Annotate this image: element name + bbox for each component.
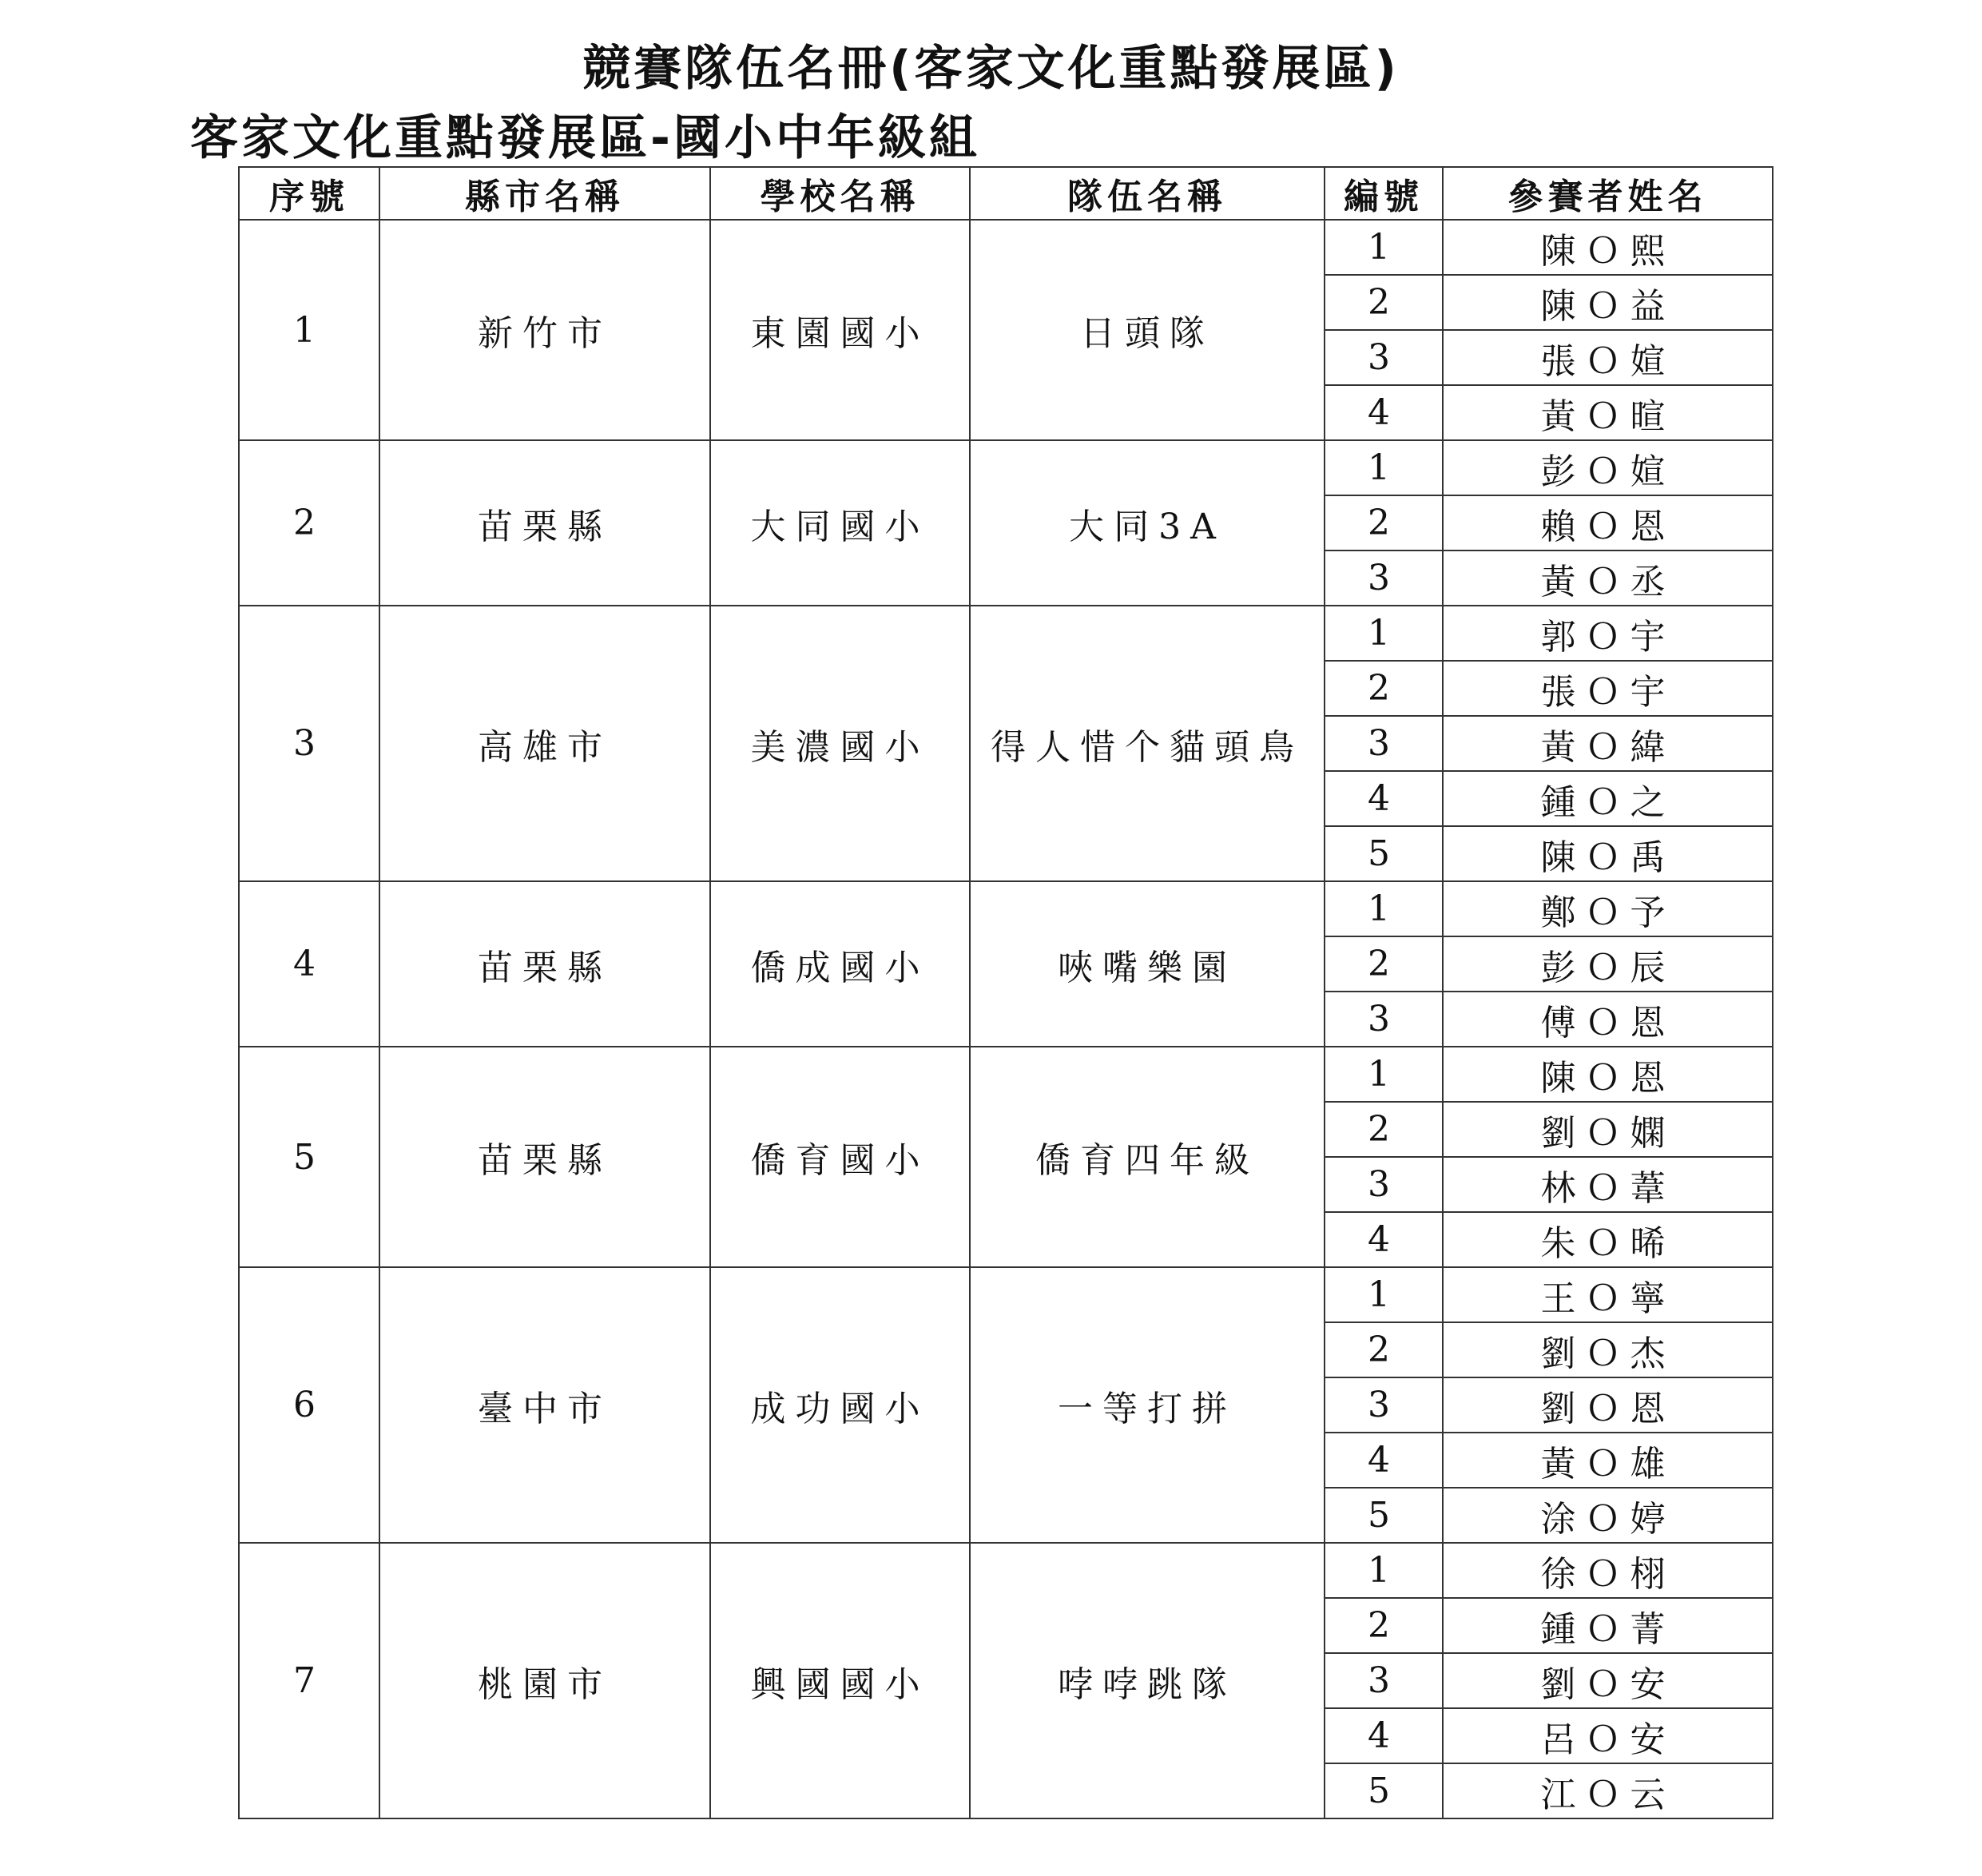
member-number-cell: 1	[1325, 1047, 1443, 1102]
member-number-cell: 1	[1325, 220, 1443, 275]
team-seq-cell: 5	[239, 1047, 379, 1267]
team-name-cell: 日頭隊	[970, 220, 1325, 440]
member-number-cell: 4	[1325, 1708, 1443, 1763]
member-name-cell: 賴Ｏ恩	[1443, 495, 1773, 550]
table-row	[239, 1267, 1773, 1322]
member-name-cell: 徐Ｏ栩	[1443, 1543, 1773, 1598]
member-name-cell: 劉Ｏ杰	[1443, 1322, 1773, 1377]
school-cell: 大同國小	[710, 440, 970, 606]
member-name-cell: 彭Ｏ媗	[1443, 440, 1773, 495]
member-name-cell: 張Ｏ媗	[1443, 330, 1773, 385]
member-name-cell: 陳Ｏ益	[1443, 275, 1773, 330]
school-cell: 興國國小	[710, 1543, 970, 1818]
header-member-name: 參賽者姓名	[1443, 167, 1773, 220]
member-number-cell: 3	[1325, 1653, 1443, 1708]
member-name-cell: 江Ｏ云	[1443, 1763, 1773, 1818]
team-name-cell: 僑育四年級	[970, 1047, 1325, 1267]
header-school: 學校名稱	[710, 167, 970, 220]
member-name-cell: 劉Ｏ嫻	[1443, 1102, 1773, 1157]
county-cell: 苗栗縣	[379, 440, 710, 606]
header-county: 縣市名稱	[379, 167, 710, 220]
member-number-cell: 2	[1325, 661, 1443, 716]
member-number-cell: 1	[1325, 881, 1443, 936]
team-seq-cell: 6	[239, 1267, 379, 1543]
member-number-cell: 5	[1325, 1488, 1443, 1543]
school-cell: 東園國小	[710, 220, 970, 440]
team-seq-cell: 7	[239, 1543, 379, 1818]
member-name-cell: 黃Ｏ雄	[1443, 1433, 1773, 1488]
team-name-cell: 大同3A	[970, 440, 1325, 606]
table-row	[239, 1543, 1773, 1598]
team-seq-cell: 1	[239, 220, 379, 440]
table-row	[239, 440, 1773, 495]
county-cell: 苗栗縣	[379, 1047, 710, 1267]
member-number-cell: 1	[1325, 1543, 1443, 1598]
member-name-cell: 涂Ｏ婷	[1443, 1488, 1773, 1543]
member-number-cell: 3	[1325, 716, 1443, 771]
team-roster-table	[238, 166, 1773, 1819]
member-name-cell: 陳Ｏ恩	[1443, 1047, 1773, 1102]
member-name-cell: 彭Ｏ辰	[1443, 936, 1773, 992]
member-name-cell: 陳Ｏ熙	[1443, 220, 1773, 275]
member-name-cell: 林Ｏ葦	[1443, 1157, 1773, 1212]
document-title: 競賽隊伍名冊(客家文化重點發展區)	[582, 41, 1400, 97]
member-name-cell: 朱Ｏ晞	[1443, 1212, 1773, 1267]
member-name-cell: 劉Ｏ恩	[1443, 1377, 1773, 1433]
member-name-cell: 鍾Ｏ之	[1443, 771, 1773, 826]
county-cell: 桃園市	[379, 1543, 710, 1818]
header-team: 隊伍名稱	[970, 167, 1325, 220]
member-number-cell: 2	[1325, 1322, 1443, 1377]
member-name-cell: 黃Ｏ暄	[1443, 385, 1773, 440]
member-number-cell: 3	[1325, 330, 1443, 385]
member-name-cell: 張Ｏ宇	[1443, 661, 1773, 716]
county-cell: 新竹市	[379, 220, 710, 440]
team-name-cell: 一等打拼	[970, 1267, 1325, 1543]
member-name-cell: 鄭Ｏ予	[1443, 881, 1773, 936]
member-number-cell: 5	[1325, 1763, 1443, 1818]
member-number-cell: 3	[1325, 1157, 1443, 1212]
member-name-cell: 郭Ｏ宇	[1443, 606, 1773, 661]
member-number-cell: 3	[1325, 550, 1443, 606]
member-number-cell: 3	[1325, 992, 1443, 1047]
team-name-cell: 哱哱跳隊	[970, 1543, 1325, 1818]
member-name-cell: 鍾Ｏ菁	[1443, 1598, 1773, 1653]
member-number-cell: 1	[1325, 1267, 1443, 1322]
member-number-cell: 4	[1325, 385, 1443, 440]
member-number-cell: 2	[1325, 936, 1443, 992]
team-seq-cell: 2	[239, 440, 379, 606]
county-cell: 苗栗縣	[379, 881, 710, 1047]
table-row	[239, 606, 1773, 661]
county-cell: 高雄市	[379, 606, 710, 881]
team-name-cell: 唊嘴樂園	[970, 881, 1325, 1047]
table-row	[239, 1047, 1773, 1102]
member-number-cell: 1	[1325, 440, 1443, 495]
member-number-cell: 5	[1325, 826, 1443, 881]
member-name-cell: 黃Ｏ丞	[1443, 550, 1773, 606]
roster-body	[239, 220, 1773, 1818]
header-member-no: 編號	[1325, 167, 1443, 220]
member-name-cell: 劉Ｏ安	[1443, 1653, 1773, 1708]
team-seq-cell: 3	[239, 606, 379, 881]
member-name-cell: 呂Ｏ安	[1443, 1708, 1773, 1763]
school-cell: 僑成國小	[710, 881, 970, 1047]
team-name-cell: 得人惜个貓頭鳥	[970, 606, 1325, 881]
member-name-cell: 陳Ｏ禹	[1443, 826, 1773, 881]
header-row	[239, 167, 1773, 220]
member-number-cell: 2	[1325, 1102, 1443, 1157]
school-cell: 僑育國小	[710, 1047, 970, 1267]
school-cell: 美濃國小	[710, 606, 970, 881]
member-name-cell: 黃Ｏ緯	[1443, 716, 1773, 771]
member-number-cell: 4	[1325, 1433, 1443, 1488]
member-number-cell: 2	[1325, 495, 1443, 550]
county-cell: 臺中市	[379, 1267, 710, 1543]
member-number-cell: 3	[1325, 1377, 1443, 1433]
member-name-cell: 王Ｏ寧	[1443, 1267, 1773, 1322]
member-number-cell: 4	[1325, 771, 1443, 826]
table-row	[239, 220, 1773, 275]
team-seq-cell: 4	[239, 881, 379, 1047]
member-number-cell: 4	[1325, 1212, 1443, 1267]
member-number-cell: 2	[1325, 1598, 1443, 1653]
member-name-cell: 傅Ｏ恩	[1443, 992, 1773, 1047]
table-row	[239, 881, 1773, 936]
member-number-cell: 2	[1325, 275, 1443, 330]
header-seq: 序號	[239, 167, 379, 220]
school-cell: 成功國小	[710, 1267, 970, 1543]
member-number-cell: 1	[1325, 606, 1443, 661]
section-subtitle: 客家文化重點發展區-國小中年級組	[190, 110, 980, 166]
